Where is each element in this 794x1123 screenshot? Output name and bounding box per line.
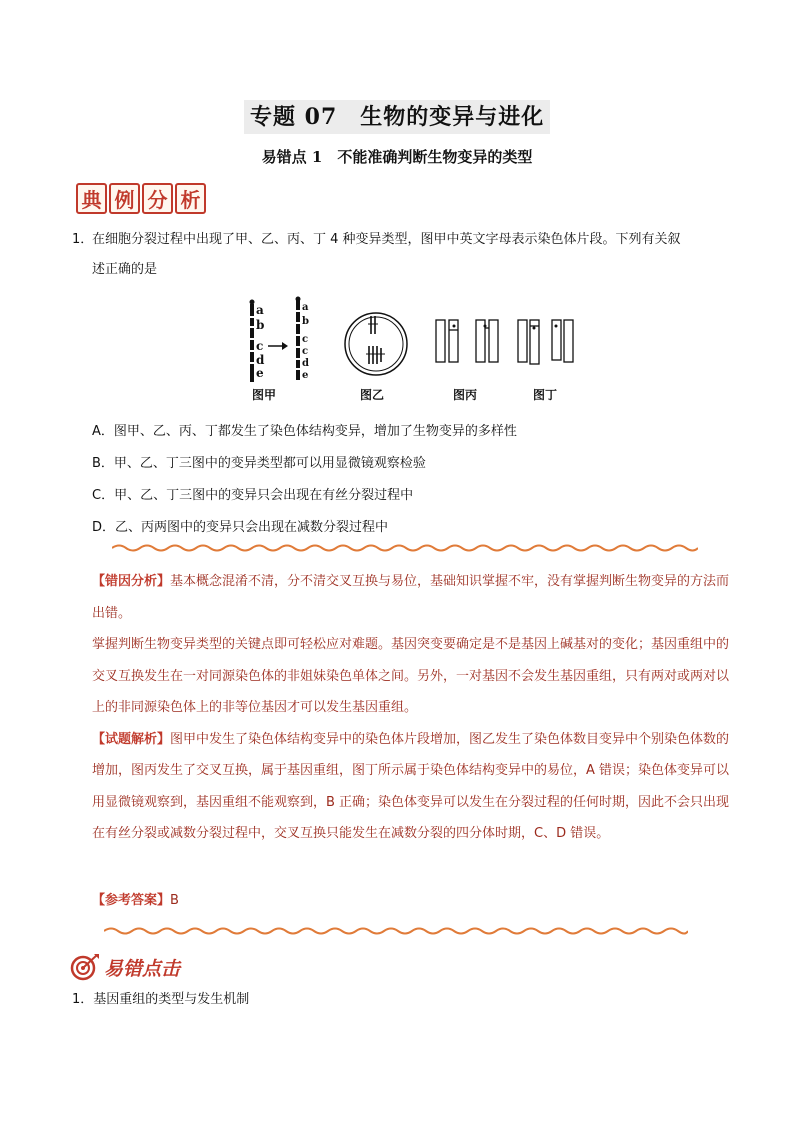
fig-bing-chromosomes <box>436 320 498 362</box>
error-points-title: 易错点击 <box>104 957 181 980</box>
option-d: D．乙、丙两图中的变异只会出现在减数分裂过程中 <box>92 520 389 535</box>
option-b: B．甲、乙、丁三图中的变异类型都可以用显微镜观察检验 <box>92 456 426 471</box>
question-stem <box>72 225 732 285</box>
wave-divider <box>104 926 688 936</box>
question-number: 1． <box>72 232 94 247</box>
chrom-letter-c: c <box>302 346 309 357</box>
solution-text: 图甲中发生了染色体结构变异中的染色体片段增加，图乙发生了染色体数目变异中个别染色体数的增加，图丙发生了交叉互换，属于基因重组，图丁所示属于染色体结构变异中的易位，A 错误；染色体变异可以用显微镜观察到，基因重组不能观察到，B 正确；染色体变异可以发生在分裂过程的任何时期，因此不会只出现在有丝分裂或减数分裂过程中，交叉互换只能发生在减数分裂的四分体时期，C、D 错误。 <box>92 731 730 841</box>
fig-jia-arrow <box>268 342 288 350</box>
chrom-letter-b: b <box>302 316 309 327</box>
chrom-letter-d: d <box>302 358 309 369</box>
badge-char: 例 <box>109 183 140 214</box>
chrom-letter-a: a <box>256 303 264 317</box>
answer-value: B <box>170 893 179 908</box>
solution-analysis <box>92 724 732 850</box>
option-a: A．图甲、乙、丙、丁都发生了染色体结构变异，增加了生物变异的多样性 <box>92 424 517 439</box>
figure-label-jia: 图甲 <box>252 388 277 402</box>
analysis-block <box>92 566 732 850</box>
chrom-letter-e: e <box>256 366 264 380</box>
fig-yi-cell <box>345 313 407 375</box>
error-points-heading <box>70 953 180 981</box>
option-c: C．甲、乙、丁三图中的变异只会出现在有丝分裂过程中 <box>92 488 414 503</box>
error-analysis <box>92 566 732 629</box>
figure-label-bing: 图丙 <box>453 388 478 402</box>
fig-ding-centromeres <box>533 325 558 330</box>
reference-answer <box>92 889 179 908</box>
list-item: 1．基因重组的类型与发生机制 <box>72 992 250 1007</box>
badge-char: 析 <box>175 183 206 214</box>
answer-label: 【参考答案】 <box>92 893 171 908</box>
wave-divider <box>112 543 698 553</box>
error-analysis-text: 基本概念混淆不清，分不清交叉互换与易位，基础知识掌握不牢，没有掌握判断生物变异的方法而出错。 <box>92 574 730 621</box>
solution-label: 【试题解析】 <box>92 731 171 747</box>
badge-char: 典 <box>76 183 107 214</box>
example-analysis-badge <box>76 183 206 214</box>
target-icon <box>70 953 100 981</box>
section-subtitle: 易错点 1 不能准确判断生物变异的类型 <box>261 148 533 166</box>
chrom-letter-b: b <box>256 318 265 332</box>
badge-char: 分 <box>142 183 173 214</box>
fig-ding-chromosomes <box>518 320 573 364</box>
chrom-letter-c: c <box>302 334 309 345</box>
fig-jia-left-chromosome <box>250 300 255 383</box>
chrom-letter-d: d <box>256 353 265 367</box>
question-text-line1: 在细胞分裂过程中出现了甲、乙、丙、丁 4 种变异类型，图甲中英文字母表示染色体片段。下列有关叙 <box>92 232 681 247</box>
chrom-letter-e: e <box>302 370 309 381</box>
page-title: 专题 07 生物的变异与进化 <box>244 100 550 134</box>
fig-jia-right-chromosome <box>296 297 301 381</box>
figure-label-yi: 图乙 <box>360 388 385 402</box>
error-analysis-label: 【错因分析】 <box>92 574 171 589</box>
figure-label-ding: 图丁 <box>533 388 558 402</box>
key-point-text: 掌握判断生物变异类型的关键点即可轻松应对难题。基因突变要确定是不是基因上碱基对的变化；基因重组中的交叉互换发生在一对同源染色体的非姐妹染色单体之间。另外，一对基因不会发生基因重组，只有两对或两对以上的非同源染色体上的非等位基因才可以发生基因重组。 <box>92 637 730 715</box>
chrom-letter-a: a <box>302 302 309 313</box>
chrom-letter-c: c <box>256 339 264 353</box>
question-text-line2: 述正确的是 <box>92 262 158 277</box>
